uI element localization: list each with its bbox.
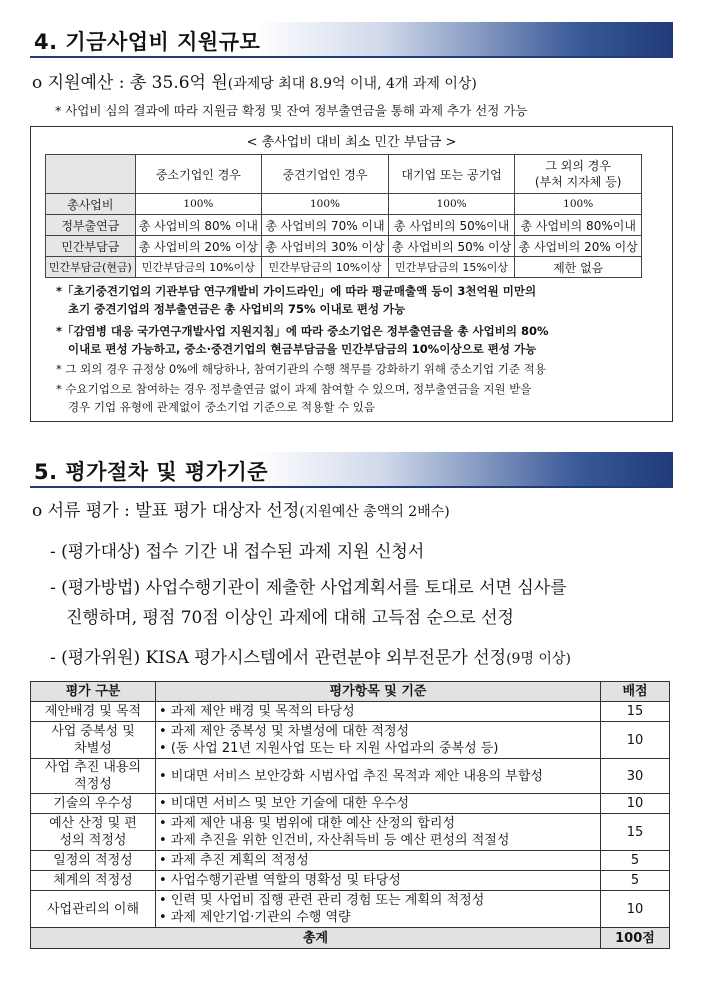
table-cell: 100% [388, 194, 515, 215]
row-label: 정부출연금 [46, 215, 136, 236]
table-row [31, 759, 670, 794]
table-cell: 총 사업비의 80% 이내 [135, 215, 262, 236]
criterion: • 비대면 서비스 보안강화 시범사업 추진 목적과 제안 내용의 부합성 [159, 768, 597, 785]
table-row [31, 871, 670, 891]
score-cell: 30 [601, 759, 670, 794]
eval-committee-main: - (평가위원) KISA 평가시스템에서 관련분야 외부전문가 선정 [50, 648, 507, 668]
total-row [31, 928, 670, 949]
col-header: 그 외의 경우 (부처 지자체 등) [515, 155, 642, 194]
table-cell: 총 사업비의 20% 이상 [515, 236, 642, 257]
score-cell: 5 [601, 851, 670, 871]
criterion: • 과제 제안 배경 및 목적의 타당성 [159, 703, 597, 720]
box-caption: < 총사업비 대비 최소 민간 부담금 > [246, 135, 457, 150]
score-cell: 5 [601, 871, 670, 891]
eval-method-cont: 진행하며, 평점 70점 이상인 과제에 대해 고득점 순으로 선정 [66, 608, 514, 628]
section-5-header [30, 452, 673, 488]
table-cell: 100% [515, 194, 642, 215]
row-label: 민간부담금(현금) [46, 257, 136, 278]
note-line: * 그 외의 경우 규정상 0%에 해당하나, 참여기관의 수행 책무를 강화하기 위해 중소기업 기준 적용 [56, 362, 546, 376]
table-row [31, 891, 670, 928]
col-header: 배점 [601, 682, 670, 702]
criterion: • 비대면 서비스 및 보안 기술에 대한 우수성 [159, 795, 597, 812]
note-line: * 수요기업으로 참여하는 경우 정부출연금 없이 과제 참여할 수 있으며, 정부출연금을 지원 받을 [56, 382, 532, 396]
corner-cell [46, 155, 136, 194]
table-cell: 총 사업비의 30% 이상 [262, 236, 389, 257]
review-main: o 서류 평가 : 발표 평가 대상자 선정 [32, 501, 300, 521]
section-5-title: 5. 평가절차 및 평가기준 [34, 460, 269, 484]
budget-main: o 지원예산 : 총 35.6억 원 [32, 73, 228, 93]
eval-target: - (평가대상) 접수 기간 내 접수된 과제 지원 신청서 [50, 542, 425, 562]
category-cell: 사업 추진 내용의 적정성 [31, 759, 156, 794]
criterion: • 과제 제안 중복성 및 차별성에 대한 적정성 [159, 723, 597, 740]
eval-committee [50, 643, 571, 668]
criterion: • 사업수행기관별 역할의 명확성 및 타당성 [159, 872, 597, 889]
col-header: 평가항목 및 기준 [156, 682, 601, 702]
section-4-title: 4. 기금사업비 지원규모 [34, 30, 261, 54]
col-header: 중견기업인 경우 [262, 155, 389, 194]
category-cell: 체계의 적정성 [31, 871, 156, 891]
total-label: 총계 [31, 928, 601, 949]
row-label: 민간부담금 [46, 236, 136, 257]
criterion-sub: • (동 사업 21년 지원사업 또는 타 지원 사업과의 중복성 등) [159, 740, 597, 757]
category-cell: 예산 산정 및 편성의 적정성 [31, 814, 156, 851]
table-row [31, 722, 670, 759]
table-row [31, 814, 670, 851]
note-line: 경우 기업 유형에 관계없이 중소기업 기준으로 적용할 수 있음 [68, 400, 375, 414]
table-cell: 민간부담금의 15%이상 [388, 257, 515, 278]
table-cell: 민간부담금의 10%이상 [135, 257, 262, 278]
budget-sub: (과제당 최대 8.9억 이내, 4개 과제 이상) [227, 76, 477, 92]
criterion: • 과제 제안기업·기관의 수행 역량 [159, 909, 597, 926]
table-cell: 100% [135, 194, 262, 215]
score-cell: 10 [601, 794, 670, 814]
col-header: 평가 구분 [31, 682, 156, 702]
evaluation-table [30, 681, 670, 949]
table-cell: 민간부담금의 10%이상 [262, 257, 389, 278]
review-line [32, 496, 450, 521]
table-cell: 총 사업비의 70% 이내 [262, 215, 389, 236]
category-cell: 일정의 적정성 [31, 851, 156, 871]
eval-method: - (평가방법) 사업수행기관이 제출한 사업계획서를 토대로 서면 심사를 [50, 578, 567, 598]
total-score: 100점 [601, 928, 670, 949]
criterion: • 과제 추진 계획의 적정성 [159, 852, 597, 869]
note-line: 초기 중견기업의 정부출연금은 총 사업비의 75% 이내로 편성 가능 [68, 302, 406, 316]
table-cell: 제한 없음 [515, 257, 642, 278]
section-4-header [30, 22, 673, 58]
criterion: • 인력 및 사업비 집행 관련 관리 경험 또는 계획의 적정성 [159, 892, 597, 909]
score-cell: 15 [601, 702, 670, 722]
criterion: • 과제 추진을 위한 인건비, 자산취득비 등 예산 편성의 적절성 [159, 832, 597, 849]
burden-table [45, 154, 642, 278]
score-cell: 15 [601, 814, 670, 851]
table-cell: 100% [262, 194, 389, 215]
budget-note: * 사업비 심의 결과에 따라 지원금 확정 및 잔여 정부출연금을 통해 과제 추가 선정 가능 [55, 103, 528, 118]
budget-line [32, 68, 477, 93]
category-cell: 사업관리의 이해 [31, 891, 156, 928]
score-cell: 10 [601, 891, 670, 928]
note-line: *「초기중견기업의 기관부담 연구개발비 가이드라인」에 따라 평균매출액 등이 3천억원 미만의 [56, 284, 537, 298]
note-line: *「감염병 대응 국가연구개발사업 지원지침」에 따라 중소기업은 정부출연금을 총 사업비의 80% [56, 324, 549, 338]
table-row [31, 702, 670, 722]
score-cell: 10 [601, 722, 670, 759]
review-sub: (지원예산 총액의 2배수) [299, 504, 450, 520]
note-line: 이내로 편성 가능하고, 중소·중견기업의 현금부담금을 민간부담금의 10%이상으로 편성 가능 [68, 342, 537, 356]
col-header: 대기업 또는 공기업 [388, 155, 515, 194]
table-cell: 총 사업비의 50% 이상 [388, 236, 515, 257]
table-row [31, 851, 670, 871]
table-cell: 총 사업비의 80%이내 [515, 215, 642, 236]
eval-committee-sub: (9명 이상) [506, 651, 571, 667]
table-cell: 총 사업비의 50%이내 [388, 215, 515, 236]
col-header: 중소기업인 경우 [135, 155, 262, 194]
table-row [31, 794, 670, 814]
category-cell: 기술의 우수성 [31, 794, 156, 814]
row-label: 총사업비 [46, 194, 136, 215]
table-cell: 총 사업비의 20% 이상 [135, 236, 262, 257]
category-cell: 제안배경 및 목적 [31, 702, 156, 722]
category-cell: 사업 중복성 및 차별성 [31, 722, 156, 759]
criterion: • 과제 제안 내용 및 범위에 대한 예산 산정의 합리성 [159, 815, 597, 832]
